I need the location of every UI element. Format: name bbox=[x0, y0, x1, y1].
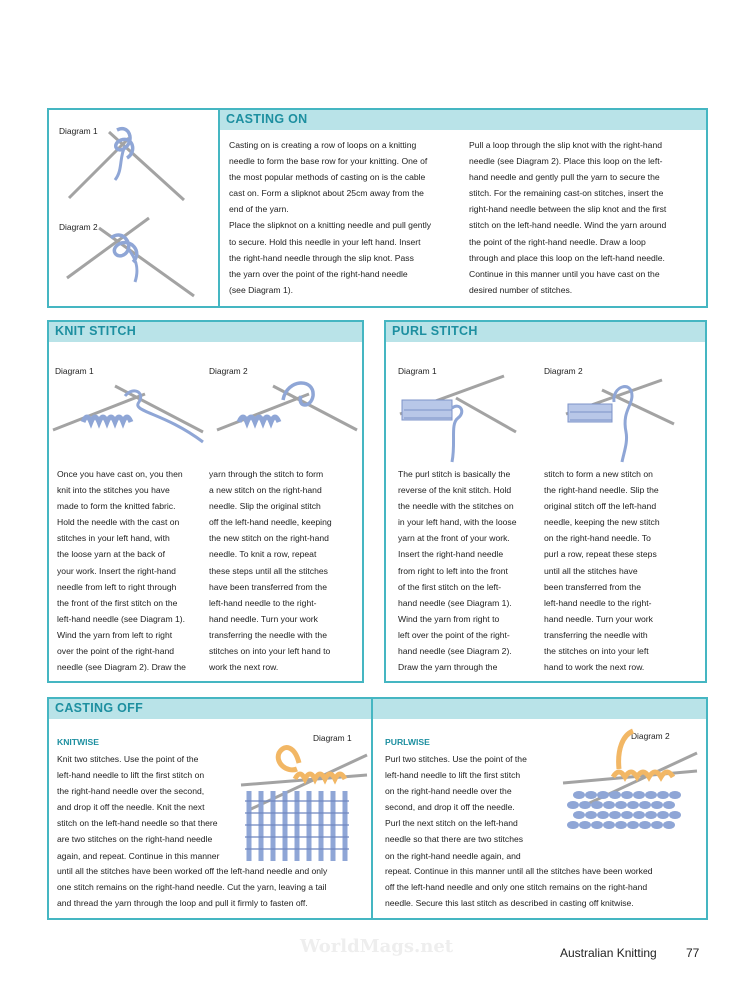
casting-on-title: CASTING ON bbox=[226, 112, 308, 126]
casting-on-diagram1-label: Diagram 1 bbox=[59, 126, 98, 136]
casting-on-header bbox=[220, 110, 706, 130]
purl-stitch-section bbox=[384, 320, 707, 683]
knitwise-text-narrow: Knit two stitches. Use the point of the left-hand needle to lift the first stitch on the right-hand needle over the second, and drop it off the needle. Knit the next stitch on the left-hand needle so that there are two stitches on the right-hand needle again, and repeat. Continue in this manner bbox=[57, 754, 220, 861]
casting-on-text-col2: Pull a loop through the slip knot with the right-hand needle (see Diagram 2). Place this loop on the left- hand needle and gently pull the yarn to secure the stitch. For the remaining cast-on stitches, insert the right-hand needle between the slip knot and the first stitch on the left-hand needle. Wind the yarn around the point of the right-hand needle. Draw a loop through and place this loop on the left-hand needle. Continue in this manner until you have cast on the desired number of stitches. bbox=[469, 140, 667, 295]
casting-off-title: CASTING OFF bbox=[55, 701, 144, 715]
purl-stitch-text-col2: stitch to form a new stitch on the right-hand needle. Slip the original stitch off the left-hand needle, keeping the new stitch on the right-hand needle. To purl a row, repeat these steps until all the stitches have been transferred from the left-hand needle to the right- hand needle. Turn your work transferring the needle with the stitches on into your left hand to work the next row. bbox=[544, 469, 660, 673]
knit-diagram2-label: Diagram 2 bbox=[209, 366, 248, 376]
knitwise-diagram-label: Diagram 1 bbox=[313, 733, 352, 743]
knit-diagram1-label: Diagram 1 bbox=[55, 366, 94, 376]
footer-magazine-name: Australian Knitting bbox=[560, 946, 657, 960]
knit-stitch-title: KNIT STITCH bbox=[55, 324, 137, 338]
purlwise-diagram-illustration bbox=[561, 729, 701, 829]
casting-on-diagram2-illustration bbox=[49, 110, 209, 210]
casting-on-text-col1: Casting on is creating a row of loops on a knitting needle to form the base row for your knitting. One of the most popular methods of casting on is the cable cast on. Form a slipknot about 25cm away from the end of the yarn. Place the slipknot on a knitting needle and pull gently to secure. Hold this needle in your left hand. Insert the right-hand needle through the slip knot. Pass the yarn over the point of the right-hand needle (see Diagram 1). bbox=[229, 140, 432, 295]
footer-page-number: 77 bbox=[686, 946, 700, 960]
knit-stitch-header bbox=[49, 322, 362, 342]
purlwise-text-wide: repeat. Continue in this manner until all the stitches have been worked off the left-hand needle and only one stitch remains on the right-hand needle. Secure this last stitch as described in casting off knitwise. bbox=[385, 866, 653, 909]
knitwise-text-wide: until all the stitches have been worked off the left-hand needle and only one stitch remains on the right-hand needle. Cut the yarn, leaving a tail and thread the yarn through the loop and pull it firmly to fasten off. bbox=[57, 866, 328, 909]
knit-stitch-text-col2: yarn through the stitch to form a new stitch on the right-hand needle. Slip the original stitch off the left-hand needle, keeping the new stitch on the right-hand needle. To knit a row, repeat these steps until all the stitches have been transferred from the left-hand needle to the right- hand needle. Turn your work transferring the needle with the stitches on into your left hand to work the next row. bbox=[209, 469, 332, 673]
casting-off-header bbox=[49, 699, 706, 719]
knit-diagram2-illustration bbox=[217, 372, 367, 452]
purl-diagram1-illustration bbox=[396, 372, 546, 462]
purl-stitch-text-col1: The purl stitch is basically the reverse of the knit stitch. Hold the needle with the stitches on in your left hand, with the loose yarn at the front of your work. Insert the right-hand needle from right to left into the front of the first stitch on the left- hand needle (see Diagram 1). Wind the yarn from right to left over the point of the right- hand needle (see Diagram 2). Draw the yarn through the bbox=[398, 469, 517, 673]
purl-stitch-header bbox=[386, 322, 705, 342]
casting-off-divider bbox=[371, 699, 373, 918]
purl-diagram2-illustration bbox=[562, 372, 712, 462]
knit-stitch-text-col1: Once you have cast on, you then knit into the stitches you have made to form the knitted fabric. Hold the needle with the cast on stitches in your left hand, with the loose yarn at the back of your work. Insert the right-hand needle from left to right through the front of the first stitch on the left-hand needle (see Diagram 1). Wind the yarn from left to right over the point of the right-hand needle (see Diagram 2). Draw the bbox=[57, 469, 186, 673]
knitwise-subtitle: KNITWISE bbox=[57, 737, 100, 747]
casting-off-section bbox=[47, 697, 708, 920]
casting-on-diagram2-label: Diagram 2 bbox=[59, 222, 98, 232]
watermark: WorldMags.net bbox=[300, 936, 454, 957]
purl-diagram1-label: Diagram 1 bbox=[398, 366, 437, 376]
purlwise-subtitle: PURLWISE bbox=[385, 737, 430, 747]
knit-diagram1-illustration bbox=[53, 372, 213, 452]
casting-on-diagram-panel bbox=[49, 110, 220, 306]
purlwise-diagram-label: Diagram 2 bbox=[631, 731, 670, 741]
purl-stitch-title: PURL STITCH bbox=[392, 324, 478, 338]
knitwise-diagram-illustration bbox=[239, 733, 369, 833]
purl-diagram2-label: Diagram 2 bbox=[544, 366, 583, 376]
casting-on-section bbox=[47, 108, 708, 308]
purlwise-text-narrow: Purl two stitches. Use the point of the left-hand needle to lift the first stitch on the right-hand needle over the second, and drop it off the needle. Purl the next stitch on the left-hand needle so that there are two stitches on the right-hand needle again, and bbox=[385, 754, 527, 861]
knit-stitch-section bbox=[47, 320, 364, 683]
